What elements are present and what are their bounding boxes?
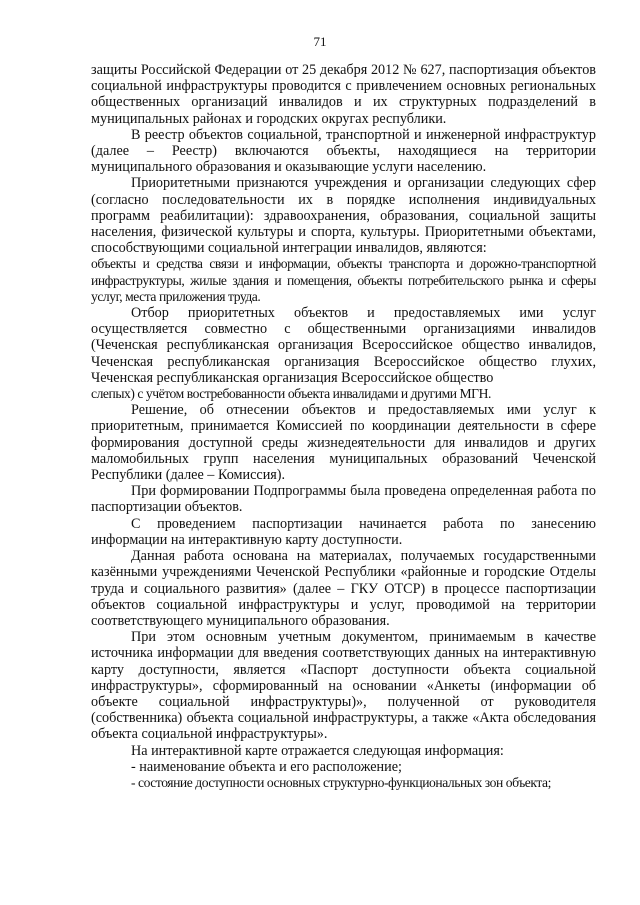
page-number: 71	[313, 34, 327, 49]
paragraph-7: С проведением паспортизации начинается работа по занесению информации на интерактивную карту доступности.	[91, 515, 596, 548]
paragraph-4: Отбор приоритетных объектов и предоставляемых ими услуг осуществляется совместно с общественными организациями инвалидов (Чеченская республиканская организация Всероссийское общество инвалидов, Чеченская республиканская организация Всероссийское общество глухих, Чеченская республиканская организация Всероссийское общество	[91, 305, 596, 386]
paragraph-6: При формировании Подпрограммы была проведена определенная работа по паспортизации объектов.	[91, 483, 596, 516]
paragraph-3-continued: объекты и средства связи и информации, объекты транспорта и дорожно-транспортной инфраструктуры, жилые здания и помещения, объекты потребительского рынка и сферы услуг, места приложения труда.	[91, 256, 596, 304]
paragraph-2: В реестр объектов социальной, транспортной и инженерной инфраструктур (далее – Реестр) включаются объекты, находящиеся на территории муниципального образования и оказывающие услуги населению.	[91, 126, 596, 176]
document-body	[91, 62, 596, 791]
paragraph-4-continued: слепых) с учётом востребованности объекта инвалидами и другими МГН.	[91, 386, 491, 402]
list-item-1: - наименование объекта и его расположение;	[131, 758, 402, 775]
paragraph-1: защиты Российской Федерации от 25 декабря 2012 № 627, паспортизация объектов социальной инфраструктуры проводится с привлечением основных региональных общественных организаций инвалидов и их структурных подразделений в муниципальных районах и городских округах республики.	[91, 62, 596, 127]
list-item-2: - состояние доступности основных структурно-функциональных зон объекта;	[131, 774, 551, 790]
paragraph-9: При этом основным учетным документом, принимаемым в качестве источника информации для введения соответствующих данных на интерактивную карту доступности, является «Паспорт доступности объекта социальной инфраструктуры», сформированный на основании «Анкеты (информации об объекте социальной инфраструктуры)», полученной от руководителя (собственника) объекта социальной инфраструктуры, а также «Акта обследования объекта социальной инфраструктуры».	[91, 629, 596, 743]
paragraph-3: Приоритетными признаются учреждения и организации следующих сфер (согласно последовательности их в порядке исполнения индивидуальных программ реабилитации): здравоохранения, образования, социальной защиты населения, физической культуры и спорта, культуры. Приоритетными объектами, способствующими социальной интеграции инвалидов, являются:	[91, 175, 596, 257]
paragraph-5: Решение, об отнесении объектов и предоставляемых ими услуг к приоритетным, принимается Комиссией по координации деятельности в сфере формирования доступной среды жизнедеятельности для инвалидов и других маломобильных групп населения муниципальных образований Чеченской Республики (далее – Комиссия).	[91, 402, 596, 484]
paragraph-8: Данная работа основана на материалах, получаемых государственными казёнными учреждениями Чеченской Республики «районные и городские Отделы труда и социального развития» (далее – ГКУ ОТСР) в процессе паспортизации объектов социальной инфраструктуры и услуг, проводимой на территории соответствующего муниципального образования.	[91, 548, 596, 629]
paragraph-10: На интерактивной карте отражается следующая информация:	[131, 742, 504, 759]
